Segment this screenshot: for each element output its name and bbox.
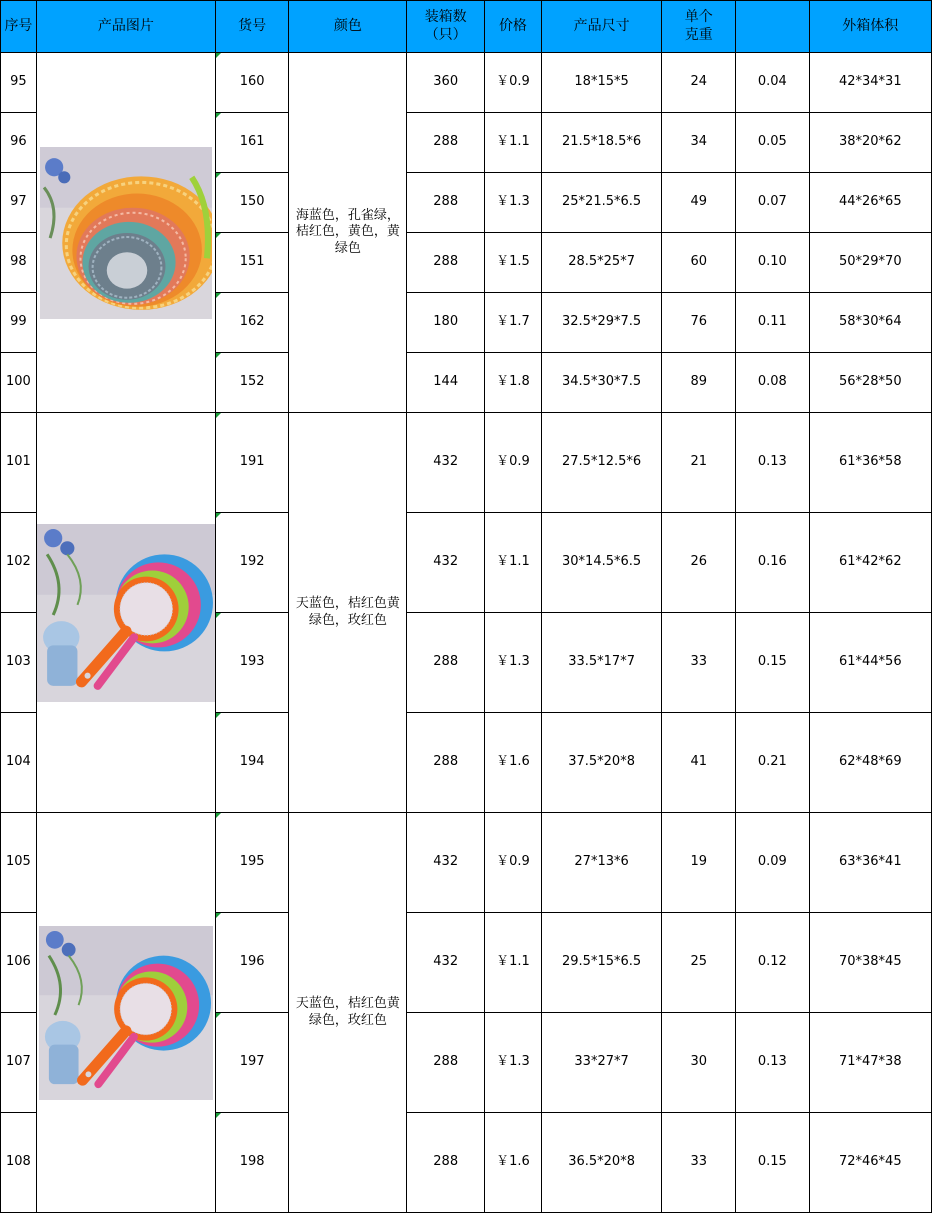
cell-pack[interactable]: 288 (407, 1013, 485, 1113)
cell-volume[interactable]: 0.11 (736, 293, 810, 353)
cell-pack[interactable]: 432 (407, 913, 485, 1013)
cell-size[interactable]: 25*21.5*6.5 (541, 173, 662, 233)
cell-code[interactable]: 195 (215, 813, 288, 913)
cell-price[interactable]: ￥1.5 (485, 233, 542, 293)
cell-price[interactable]: ￥1.1 (485, 513, 542, 613)
cell-size[interactable]: 37.5*20*8 (541, 713, 662, 813)
cell-weight[interactable]: 49 (662, 173, 736, 233)
cell-box[interactable]: 61*36*58 (809, 413, 931, 513)
cell-volume[interactable]: 0.05 (736, 113, 810, 173)
cell-pack[interactable]: 288 (407, 713, 485, 813)
product-image[interactable] (37, 524, 215, 702)
product-image-cell[interactable] (36, 53, 215, 413)
cell-color[interactable]: 天蓝色，桔红色黄绿色，玫红色 (289, 813, 407, 1213)
cell-pack[interactable]: 180 (407, 293, 485, 353)
cell-code[interactable]: 196 (215, 913, 288, 1013)
cell-seq[interactable]: 99 (1, 293, 37, 353)
cell-price[interactable]: ￥1.3 (485, 1013, 542, 1113)
cell-price[interactable]: ￥1.1 (485, 913, 542, 1013)
table-row[interactable] (1, 53, 932, 113)
cell-size[interactable]: 36.5*20*8 (541, 1113, 662, 1213)
table-row[interactable] (1, 413, 932, 513)
cell-pack[interactable]: 144 (407, 353, 485, 413)
cell-code[interactable]: 152 (215, 353, 288, 413)
cell-price[interactable]: ￥1.3 (485, 173, 542, 233)
cell-box[interactable]: 62*48*69 (809, 713, 931, 813)
cell-pack[interactable]: 432 (407, 813, 485, 913)
cell-pack[interactable]: 288 (407, 113, 485, 173)
cell-code[interactable]: 197 (215, 1013, 288, 1113)
cell-volume[interactable]: 0.15 (736, 1113, 810, 1213)
cell-box[interactable]: 58*30*64 (809, 293, 931, 353)
cell-seq[interactable]: 103 (1, 613, 37, 713)
cell-seq[interactable]: 104 (1, 713, 37, 813)
cell-weight[interactable]: 34 (662, 113, 736, 173)
cell-code[interactable]: 160 (215, 53, 288, 113)
product-image-cell[interactable] (36, 813, 215, 1213)
cell-color[interactable]: 海蓝色，孔雀绿，桔红色，黄色，黄绿色 (289, 53, 407, 413)
cell-code[interactable]: 150 (215, 173, 288, 233)
cell-weight[interactable]: 60 (662, 233, 736, 293)
cell-weight[interactable]: 19 (662, 813, 736, 913)
cell-volume[interactable]: 0.13 (736, 1013, 810, 1113)
cell-code[interactable]: 191 (215, 413, 288, 513)
header-size[interactable]: 产品尺寸 (541, 1, 662, 53)
cell-size[interactable]: 18*15*5 (541, 53, 662, 113)
cell-pack[interactable]: 288 (407, 613, 485, 713)
cell-pack[interactable]: 288 (407, 1113, 485, 1213)
cell-box[interactable]: 71*47*38 (809, 1013, 931, 1113)
cell-code[interactable]: 151 (215, 233, 288, 293)
header-code[interactable]: 货号 (215, 1, 288, 53)
header-weight[interactable]: 单个克重 (662, 1, 736, 53)
cell-box[interactable]: 38*20*62 (809, 113, 931, 173)
product-image[interactable] (39, 926, 213, 1100)
cell-pack[interactable]: 432 (407, 413, 485, 513)
cell-price[interactable]: ￥0.9 (485, 53, 542, 113)
cell-box[interactable]: 50*29*70 (809, 233, 931, 293)
cell-seq[interactable]: 102 (1, 513, 37, 613)
cell-seq[interactable]: 107 (1, 1013, 37, 1113)
cell-price[interactable]: ￥1.6 (485, 1113, 542, 1213)
cell-box[interactable]: 72*46*45 (809, 1113, 931, 1213)
cell-seq[interactable]: 101 (1, 413, 37, 513)
cell-weight[interactable]: 25 (662, 913, 736, 1013)
cell-code[interactable]: 194 (215, 713, 288, 813)
cell-volume[interactable]: 0.07 (736, 173, 810, 233)
product-image-cell[interactable] (36, 413, 215, 813)
cell-code[interactable]: 193 (215, 613, 288, 713)
header-price[interactable]: 价格 (485, 1, 542, 53)
cell-box[interactable]: 56*28*50 (809, 353, 931, 413)
cell-price[interactable]: ￥1.3 (485, 613, 542, 713)
mesh-strainers-photo (37, 524, 215, 702)
cell-code[interactable]: 162 (215, 293, 288, 353)
cell-weight[interactable]: 33 (662, 613, 736, 713)
cell-weight[interactable]: 21 (662, 413, 736, 513)
cell-size[interactable]: 21.5*18.5*6 (541, 113, 662, 173)
cell-price[interactable]: ￥1.7 (485, 293, 542, 353)
cell-box[interactable]: 61*42*62 (809, 513, 931, 613)
header-pack[interactable]: 装箱数（只） (407, 1, 485, 53)
cell-volume[interactable]: 0.09 (736, 813, 810, 913)
header-box[interactable]: 外箱体积 (809, 1, 931, 53)
cell-size[interactable]: 29.5*15*6.5 (541, 913, 662, 1013)
cell-price[interactable]: ￥1.1 (485, 113, 542, 173)
cell-seq[interactable]: 105 (1, 813, 37, 913)
cell-volume[interactable]: 0.15 (736, 613, 810, 713)
header-color[interactable]: 颜色 (289, 1, 407, 53)
cell-box[interactable]: 70*38*45 (809, 913, 931, 1013)
cell-volume[interactable]: 0.21 (736, 713, 810, 813)
cell-pack[interactable]: 288 (407, 233, 485, 293)
cell-seq[interactable]: 96 (1, 113, 37, 173)
cell-weight[interactable]: 26 (662, 513, 736, 613)
cell-volume[interactable]: 0.08 (736, 353, 810, 413)
cell-seq[interactable]: 98 (1, 233, 37, 293)
cell-pack[interactable]: 432 (407, 513, 485, 613)
cell-weight[interactable]: 76 (662, 293, 736, 353)
cell-weight[interactable]: 30 (662, 1013, 736, 1113)
cell-box[interactable]: 61*44*56 (809, 613, 931, 713)
product-image[interactable] (40, 147, 212, 319)
cell-weight[interactable]: 33 (662, 1113, 736, 1213)
cell-volume[interactable]: 0.10 (736, 233, 810, 293)
cell-price[interactable]: ￥0.9 (485, 813, 542, 913)
cell-size[interactable]: 27*13*6 (541, 813, 662, 913)
cell-size[interactable]: 30*14.5*6.5 (541, 513, 662, 613)
header-image[interactable]: 产品图片 (36, 1, 215, 53)
cell-size[interactable]: 33*27*7 (541, 1013, 662, 1113)
header-volume[interactable] (736, 1, 810, 53)
cell-size[interactable]: 34.5*30*7.5 (541, 353, 662, 413)
cell-seq[interactable]: 100 (1, 353, 37, 413)
cell-volume[interactable]: 0.13 (736, 413, 810, 513)
cell-seq[interactable]: 106 (1, 913, 37, 1013)
cell-size[interactable]: 28.5*25*7 (541, 233, 662, 293)
cell-weight[interactable]: 41 (662, 713, 736, 813)
cell-pack[interactable]: 360 (407, 53, 485, 113)
table-row[interactable] (1, 813, 932, 913)
cell-code[interactable]: 198 (215, 1113, 288, 1213)
cell-box[interactable]: 63*36*41 (809, 813, 931, 913)
cell-price[interactable]: ￥1.8 (485, 353, 542, 413)
header-seq[interactable]: 序号 (1, 1, 37, 53)
header-row (1, 1, 932, 53)
cell-seq[interactable]: 95 (1, 53, 37, 113)
cell-color[interactable]: 天蓝色，桔红色黄绿色，玫红色 (289, 413, 407, 813)
cell-pack[interactable]: 288 (407, 173, 485, 233)
cell-code[interactable]: 161 (215, 113, 288, 173)
cell-weight[interactable]: 89 (662, 353, 736, 413)
cell-volume[interactable]: 0.04 (736, 53, 810, 113)
mesh-strainers-photo (39, 926, 213, 1100)
cell-seq[interactable]: 97 (1, 173, 37, 233)
cell-size[interactable]: 27.5*12.5*6 (541, 413, 662, 513)
cell-price[interactable]: ￥0.9 (485, 413, 542, 513)
cell-weight[interactable]: 24 (662, 53, 736, 113)
cell-size[interactable]: 32.5*29*7.5 (541, 293, 662, 353)
cell-box[interactable]: 42*34*31 (809, 53, 931, 113)
cell-price[interactable]: ￥1.6 (485, 713, 542, 813)
cell-volume[interactable]: 0.16 (736, 513, 810, 613)
table-body (1, 53, 932, 1213)
cell-size[interactable]: 33.5*17*7 (541, 613, 662, 713)
cell-volume[interactable]: 0.12 (736, 913, 810, 1013)
cell-code[interactable]: 192 (215, 513, 288, 613)
cell-seq[interactable]: 108 (1, 1113, 37, 1213)
lace-round-baskets-photo (40, 147, 212, 319)
cell-box[interactable]: 44*26*65 (809, 173, 931, 233)
